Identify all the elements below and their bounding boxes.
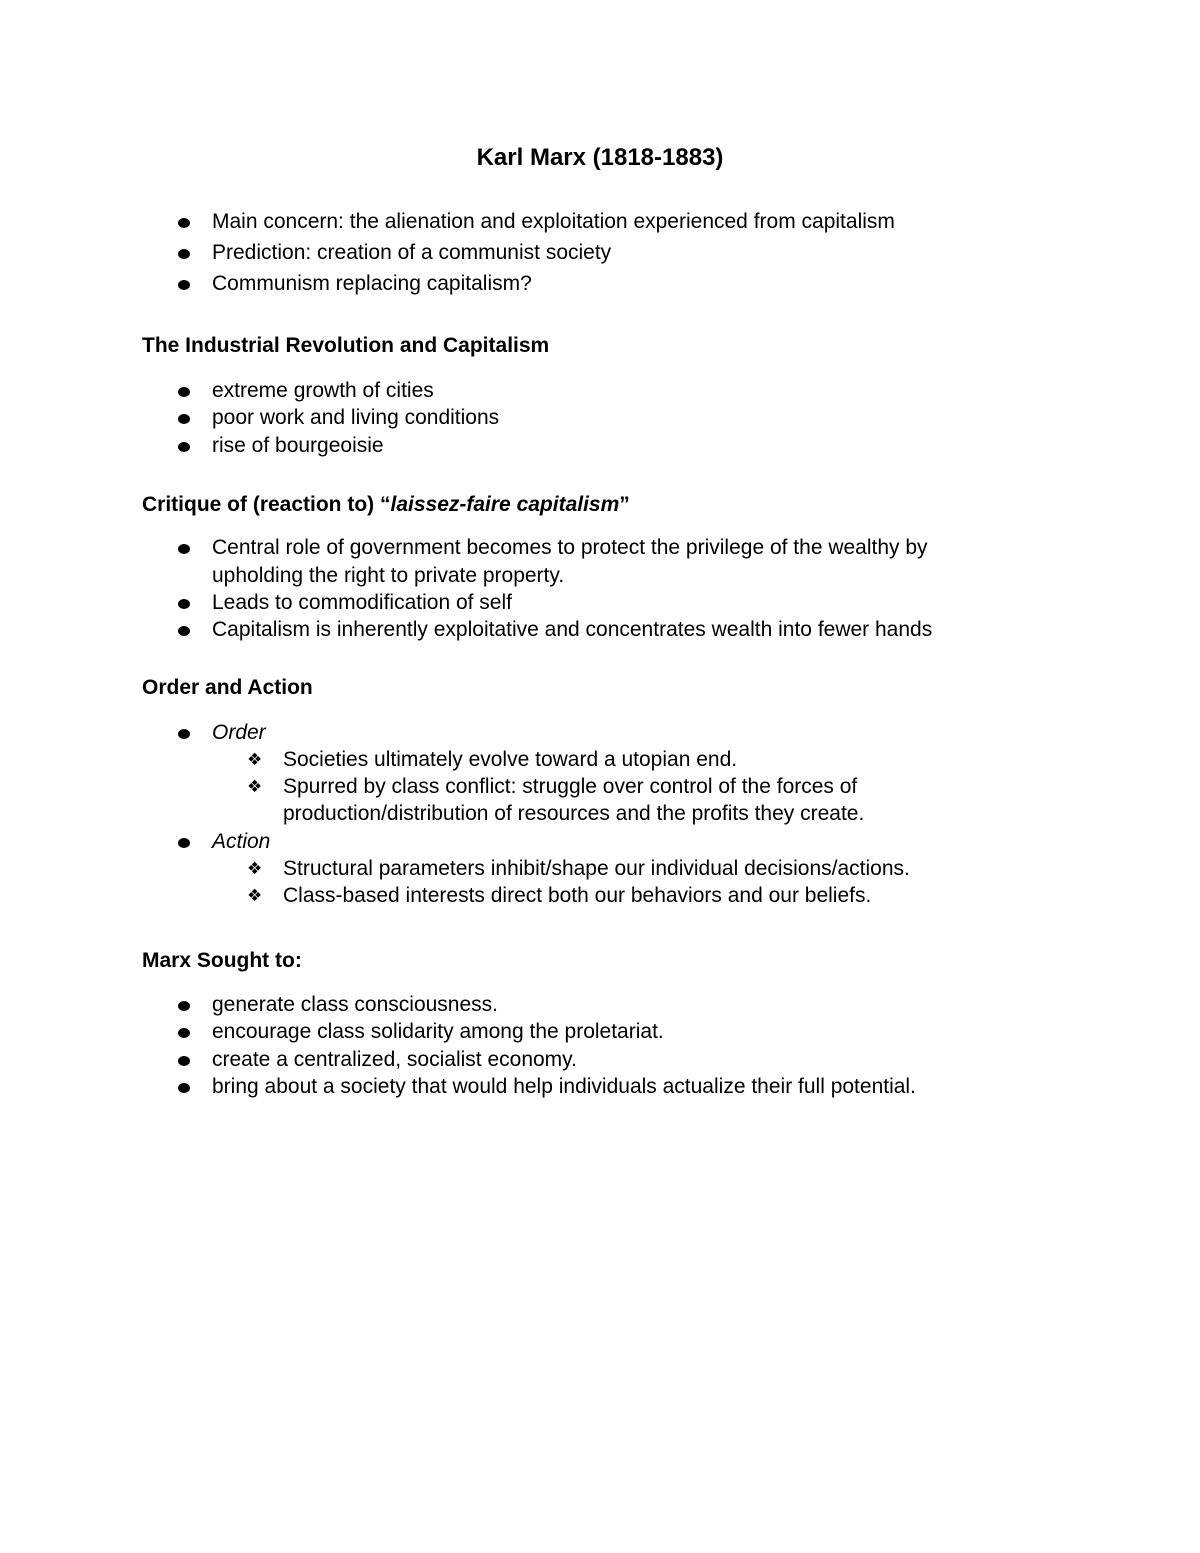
bullet-icon [178, 387, 190, 397]
bullet-icon [178, 1056, 190, 1066]
list-item: Main concern: the alienation and exploitation experienced from capitalism [212, 210, 895, 233]
sub-list-item: Spurred by class conflict: struggle over control of the forces of [283, 775, 858, 798]
diamond-bullet-icon: ❖ [247, 777, 263, 797]
bullet-icon [178, 544, 190, 554]
bullet-icon [178, 626, 190, 636]
section-heading-industrial: The Industrial Revolution and Capitalism [142, 334, 550, 357]
action-label: Action [212, 830, 271, 853]
diamond-bullet-icon: ❖ [247, 859, 263, 879]
bullet-icon [178, 1083, 190, 1093]
heading-prefix: Critique of (reaction to) “ [142, 493, 391, 516]
bullet-icon [178, 1028, 190, 1038]
bullet-icon [178, 838, 190, 848]
bullet-icon [178, 249, 190, 259]
sub-list-item: Class-based interests direct both our behaviors and our beliefs. [283, 884, 872, 907]
sub-list-item: Societies ultimately evolve toward a utopian end. [283, 748, 738, 771]
list-item: Capitalism is inherently exploitative and concentrates wealth into fewer hands [212, 618, 933, 641]
bullet-icon [178, 1001, 190, 1011]
section-heading-order-action: Order and Action [142, 676, 313, 699]
order-label: Order [212, 721, 266, 744]
diamond-bullet-icon: ❖ [247, 886, 263, 906]
list-item: generate class consciousness. [212, 993, 498, 1016]
list-item: create a centralized, socialist economy. [212, 1048, 577, 1071]
sub-list-item: Structural parameters inhibit/shape our individual decisions/actions. [283, 857, 910, 880]
list-item: extreme growth of cities [212, 379, 434, 402]
list-item: encourage class solidarity among the proletariat. [212, 1020, 664, 1043]
heading-suffix: ” [619, 493, 630, 516]
list-item: Central role of government becomes to protect the privilege of the wealthy by [212, 536, 928, 559]
section-heading-critique [142, 491, 630, 519]
list-item: bring about a society that would help individuals actualize their full potential. [212, 1075, 916, 1098]
bullet-icon [178, 218, 190, 228]
list-item-continuation: upholding the right to private property. [212, 564, 565, 587]
bullet-icon [178, 442, 190, 452]
sub-list-item-continuation: production/distribution of resources and the profits they create. [283, 802, 865, 825]
bullet-icon [178, 414, 190, 424]
list-item: Prediction: creation of a communist society [212, 241, 612, 264]
page-title: Karl Marx (1818-1883) [476, 144, 724, 171]
heading-italic-term: laissez-faire capitalism [390, 493, 620, 516]
bullet-icon [178, 280, 190, 290]
bullet-icon [178, 729, 190, 739]
diamond-bullet-icon: ❖ [247, 750, 263, 770]
list-item: poor work and living conditions [212, 406, 500, 429]
section-heading-sought: Marx Sought to: [142, 949, 302, 972]
bullet-icon [178, 599, 190, 609]
list-item: rise of bourgeoisie [212, 434, 384, 457]
list-item: Leads to commodification of self [212, 591, 512, 614]
list-item: Communism replacing capitalism? [212, 272, 532, 295]
